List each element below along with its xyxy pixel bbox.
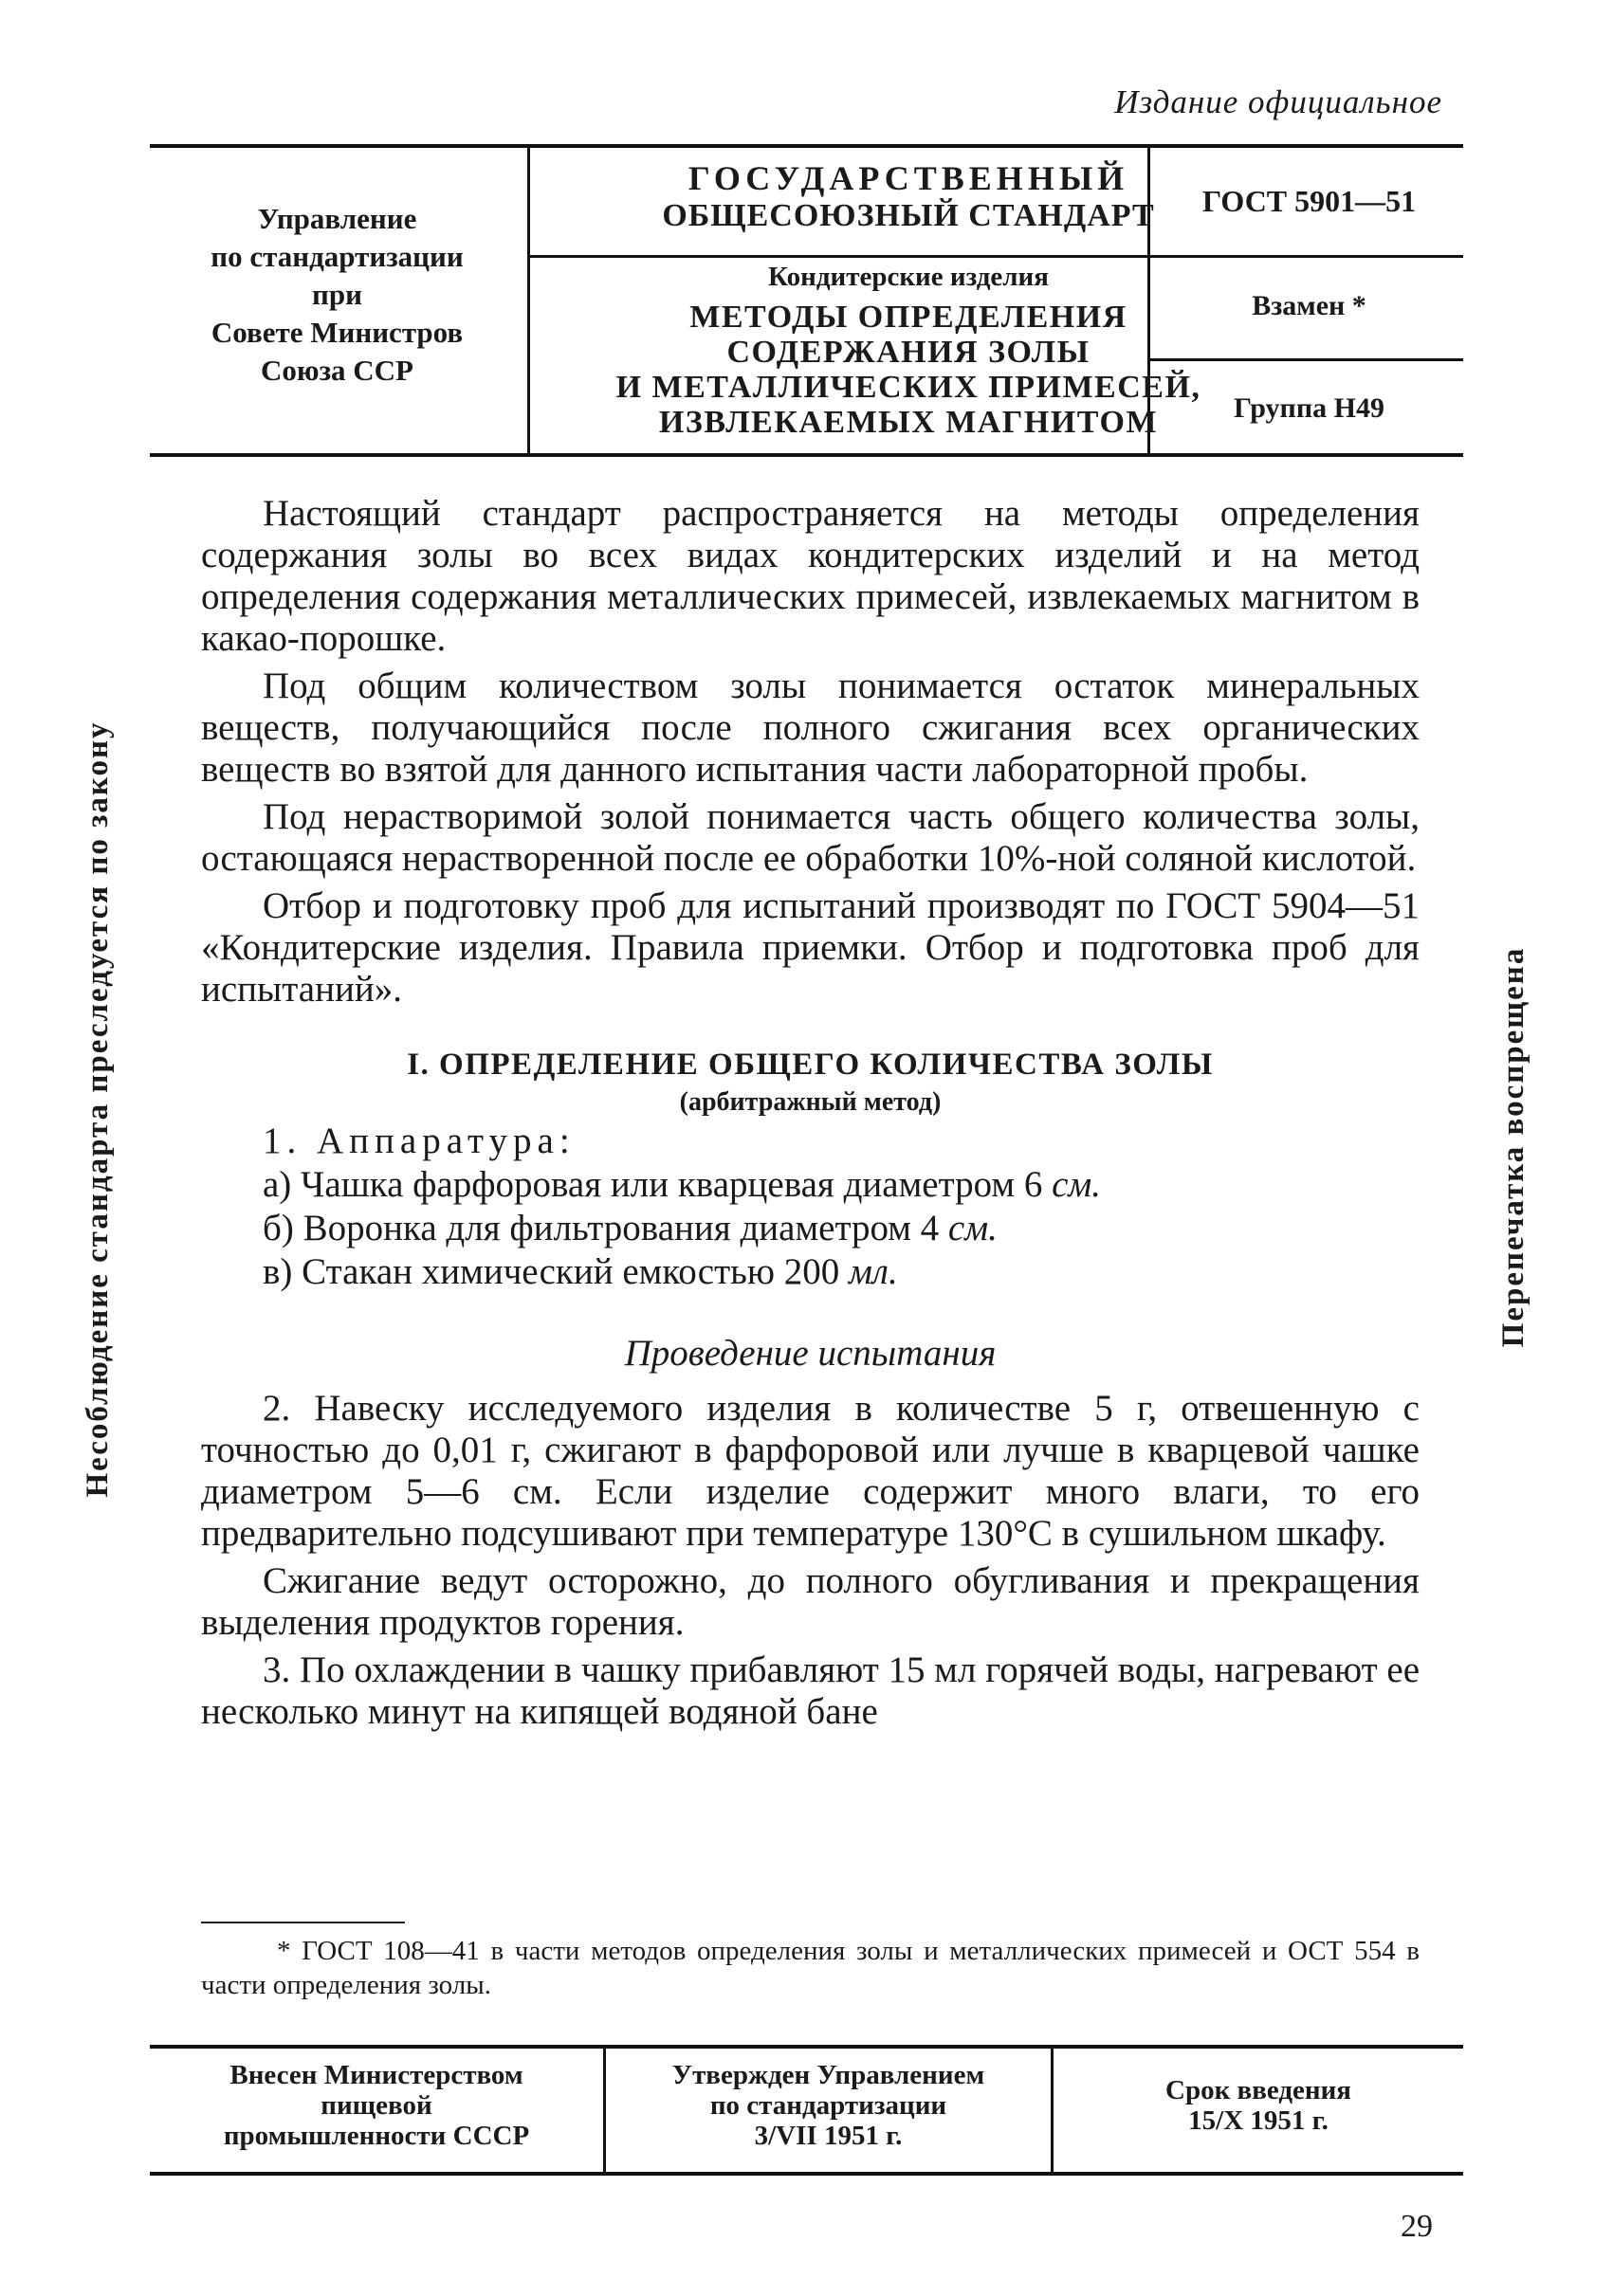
edition-label: Издание официальное <box>1114 83 1442 120</box>
replaces: Взамен * <box>1252 290 1366 321</box>
section-title: I. ОПРЕДЕЛЕНИЕ ОБЩЕГО КОЛИЧЕСТВА ЗОЛЫ <box>407 1048 1214 1082</box>
procedure-paragraph: 2. Навеску исследуемого изделия в количестве 5 г, отвешенную с точностью до 0,01 г, сжигают в фарфоровой или лучше в кварцевой чашке диаметром 5—6 см. Если изделие содержит много влаги, то его предварительно подсушивают при температуре 130°С в сушильном шкафу. <box>201 1388 1420 1554</box>
header-table <box>150 144 1463 457</box>
side-note-right: Перепечатка воспрещена <box>1496 946 1531 1348</box>
category: Кондитерские изделия <box>768 262 1049 292</box>
footnote: * ГОСТ 108—41 в части методов определения золы и металлических примесей и ОСТ 554 в части определения золы. <box>201 1936 1420 2000</box>
side-note-left: Несоблюдение стандарта преследуется по закону <box>81 720 115 1498</box>
procedure-heading: Проведение испытания <box>624 1333 997 1374</box>
document-body <box>201 493 1420 1739</box>
footnote-rule <box>201 1922 405 1923</box>
introduced-by: Внесен Министерством пищевой промышленности СССР <box>223 2060 530 2151</box>
page-number: 29 <box>1401 2209 1433 2244</box>
apparatus-heading: 1. Аппаратура: <box>263 1121 576 1161</box>
gost-number: ГОСТ 5901—51 <box>1201 184 1417 218</box>
effective-date: Срок введения 15/Х 1951 г. <box>1165 2075 1351 2136</box>
apparatus-item: в) Стакан химический емкостью 200 мл. <box>263 1251 898 1292</box>
standard-type: ГОСУДАРСТВЕННЫЙ ОБЩЕСОЮЗНЫЙ СТАНДАРТ <box>662 159 1155 233</box>
intro-paragraph: Отбор и подготовку проб для испытаний производят по ГОСТ 5904—51 «Кондитерские изделия. Правила приемки. Отбор и подготовка проб для испытаний». <box>201 885 1420 1010</box>
footer-table <box>150 2045 1463 2176</box>
apparatus-item: а) Чашка фарфоровая или кварцевая диаметром 6 см. <box>263 1164 1102 1205</box>
apparatus-item: б) Воронка для фильтрования диаметром 4 см. <box>263 1208 998 1248</box>
procedure-paragraph: Сжигание ведут осторожно, до полного обугливания и прекращения выделения продуктов горения. <box>201 1560 1420 1643</box>
section-subtitle: (арбитражный метод) <box>679 1087 942 1117</box>
intro-paragraph: Под общим количеством золы понимается остаток минеральных веществ, получающийся после полного сжигания всех органических веществ во взятой для данного испытания части лабораторной пробы. <box>201 665 1420 790</box>
approved-by: Утвержден Управлением по стандартизации 3/VII 1951 г. <box>671 2060 985 2151</box>
procedure-paragraph: 3. По охлаждении в чашку прибавляют 15 мл горячей воды, нагревают ее несколько минут на кипящей водяной бане <box>201 1649 1421 1732</box>
authority: Управление по стандартизации при Совете Министров Союза ССР <box>211 202 464 387</box>
intro-paragraph: Под нерастворимой золой понимается часть общего количества золы, остающаяся нерастворенной после ее обработки 10%-ной соляной кислотой. <box>201 796 1420 879</box>
intro-paragraph: Настоящий стандарт распространяется на методы определения содержания золы во всех видах кондитерских изделий и на метод определения содержания металлических примесей, извлекаемых магнитом в какао-порошке. <box>201 493 1420 659</box>
group: Группа Н49 <box>1234 392 1384 424</box>
document-title: МЕТОДЫ ОПРЕДЕЛЕНИЯ СОДЕРЖАНИЯ ЗОЛЫ И МЕТАЛЛИЧЕСКИХ ПРИМЕСЕЙ, ИЗВЛЕКАЕМЫХ МАГНИТОМ <box>615 300 1201 440</box>
